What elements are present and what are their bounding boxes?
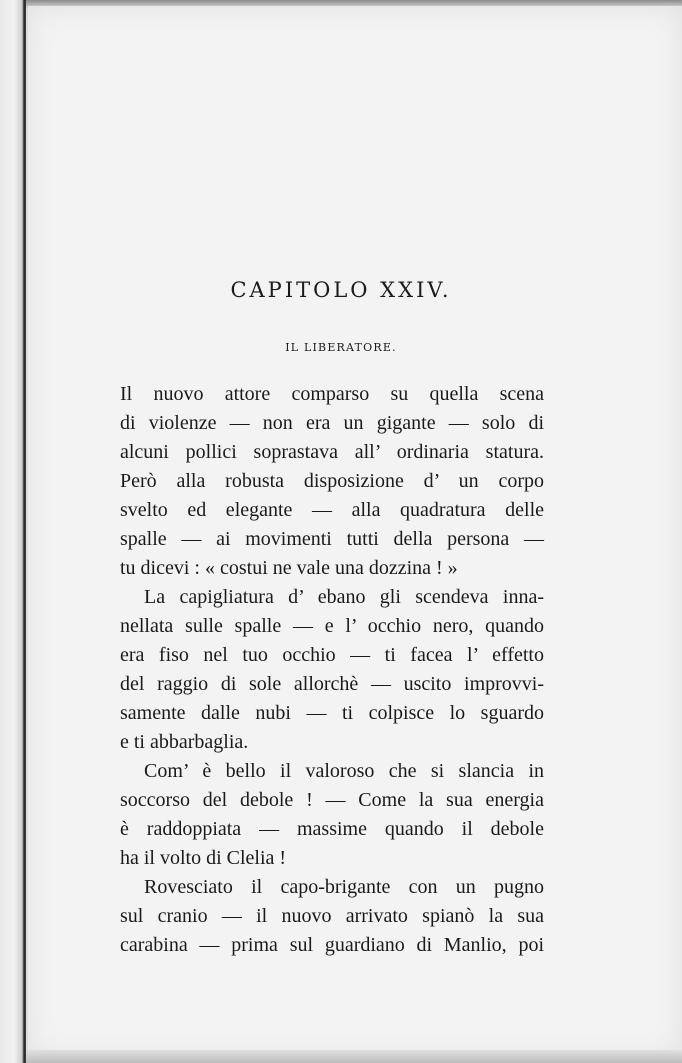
text-line: carabina — prima sul guardiano di Manlio, poi: [120, 934, 544, 956]
text-line: ha il volto di Clelia !: [120, 847, 287, 869]
text-line: era fiso nel tuo occhio — ti facea l’ effetto: [120, 644, 544, 666]
chapter-title: CAPITOLO XXIV.: [230, 278, 452, 302]
text-line: nellata sulle spalle — e l’ occhio nero, quando: [120, 615, 544, 637]
body-text: [120, 380, 544, 960]
text-line: sul cranio — il nuovo arrivato spianò la sua: [120, 905, 544, 927]
page-bottom-edge: [26, 1050, 682, 1063]
text-line: samente dalle nubi — ti colpisce lo sguardo: [120, 702, 544, 724]
text-line: è raddoppiata — massime quando il debole: [120, 818, 544, 840]
text-line: di violenze — non era un gigante — solo di: [120, 412, 544, 434]
text-line: spalle — ai movimenti tutti della persona —: [120, 528, 544, 550]
text-line: soccorso del debole ! — Come la sua energia: [120, 789, 544, 811]
text-line: e ti abbarbaglia.: [120, 731, 249, 753]
text-line: tu dicevi : « costui ne vale una dozzina ! »: [120, 557, 458, 579]
text-line: Rovesciato il capo-brigante con un pugno: [144, 876, 544, 898]
text-line: svelto ed elegante — alla quadratura delle: [120, 499, 544, 521]
chapter-subtitle: IL LIBERATORE.: [285, 341, 397, 354]
text-line: Com’ è bello il valoroso che si slancia in: [144, 760, 544, 782]
text-line: Però alla robusta disposizione d’ un corpo: [120, 470, 544, 492]
text-line: alcuni pollici soprastava all’ ordinaria statura.: [120, 441, 544, 463]
book-binding-edge: [0, 0, 26, 1063]
text-line: Il nuovo attore comparso su quella scena: [120, 383, 544, 405]
text-line: del raggio di sole allorchè — uscito improvvi-: [120, 673, 544, 695]
text-line: La capigliatura d’ ebano gli scendeva inna-: [144, 586, 544, 608]
